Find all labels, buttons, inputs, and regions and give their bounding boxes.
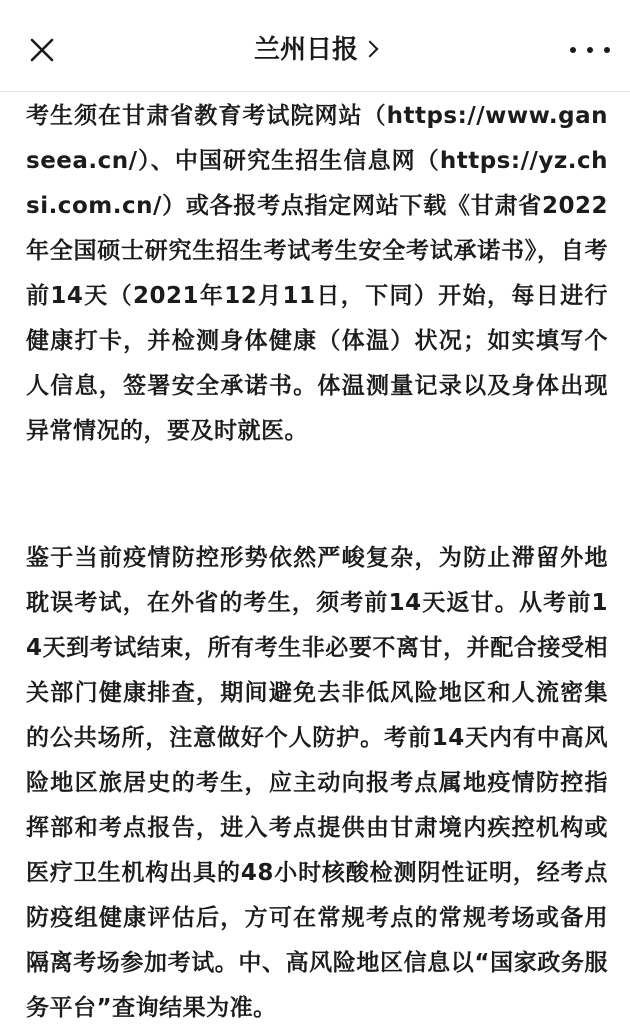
account-name-link[interactable] — [254, 30, 376, 70]
article-paragraph: 考生须在甘肃省教育考试院网站（https://www.ganseea.cn/）、中国研究生招生信息网（https://yz.chsi.com.cn/）或各报考点指定网站下载《甘肃省2022年全国硕士研究生招生考试考生安全考试承诺书》，自考前14天（2021年12月11日，下同）开始，每日进行健康打卡，并检测身体健康（体温）状况；如实填写个人信息，签署安全承诺书。体温测量记录以及身体出现异常情况的，要及时就医。 — [26, 103, 608, 444]
more-options-button[interactable] — [570, 34, 610, 66]
more-dot-icon — [587, 47, 593, 53]
more-dot-icon — [570, 47, 576, 53]
article-paragraph: 鉴于当前疫情防控形势依然严峻复杂，为防止滞留外地耽误考试，在外省的考生，须考前14天返甘。从考前14天到考试结束，所有考生非必要不离甘，并配合接受相关部门健康排查，期间避免去非低风险地区和人流密集的公共场所，注意做好个人防护。考前14天内有中高风险地区旅居史的考生，应主动向报考点属地疫情防控指挥部和考点报告，进入考点提供由甘肃境内疾控机构或医疗卫生机构出具的48小时核酸检测阴性证明，经考点防疫组健康评估后，方可在常规考点的常规考场或备用隔离考场参加考试。中、高风险地区信息以“国家政务服务平台”查询结果为准。 — [26, 545, 608, 1021]
article-body — [26, 92, 608, 1031]
close-icon — [22, 30, 62, 70]
chevron-right-icon — [362, 41, 379, 58]
more-dot-icon — [604, 47, 610, 53]
top-navigation-bar — [0, 0, 630, 92]
close-button[interactable] — [22, 30, 62, 70]
page-title: 兰州日报 — [253, 35, 358, 65]
page-title-container — [0, 30, 630, 70]
